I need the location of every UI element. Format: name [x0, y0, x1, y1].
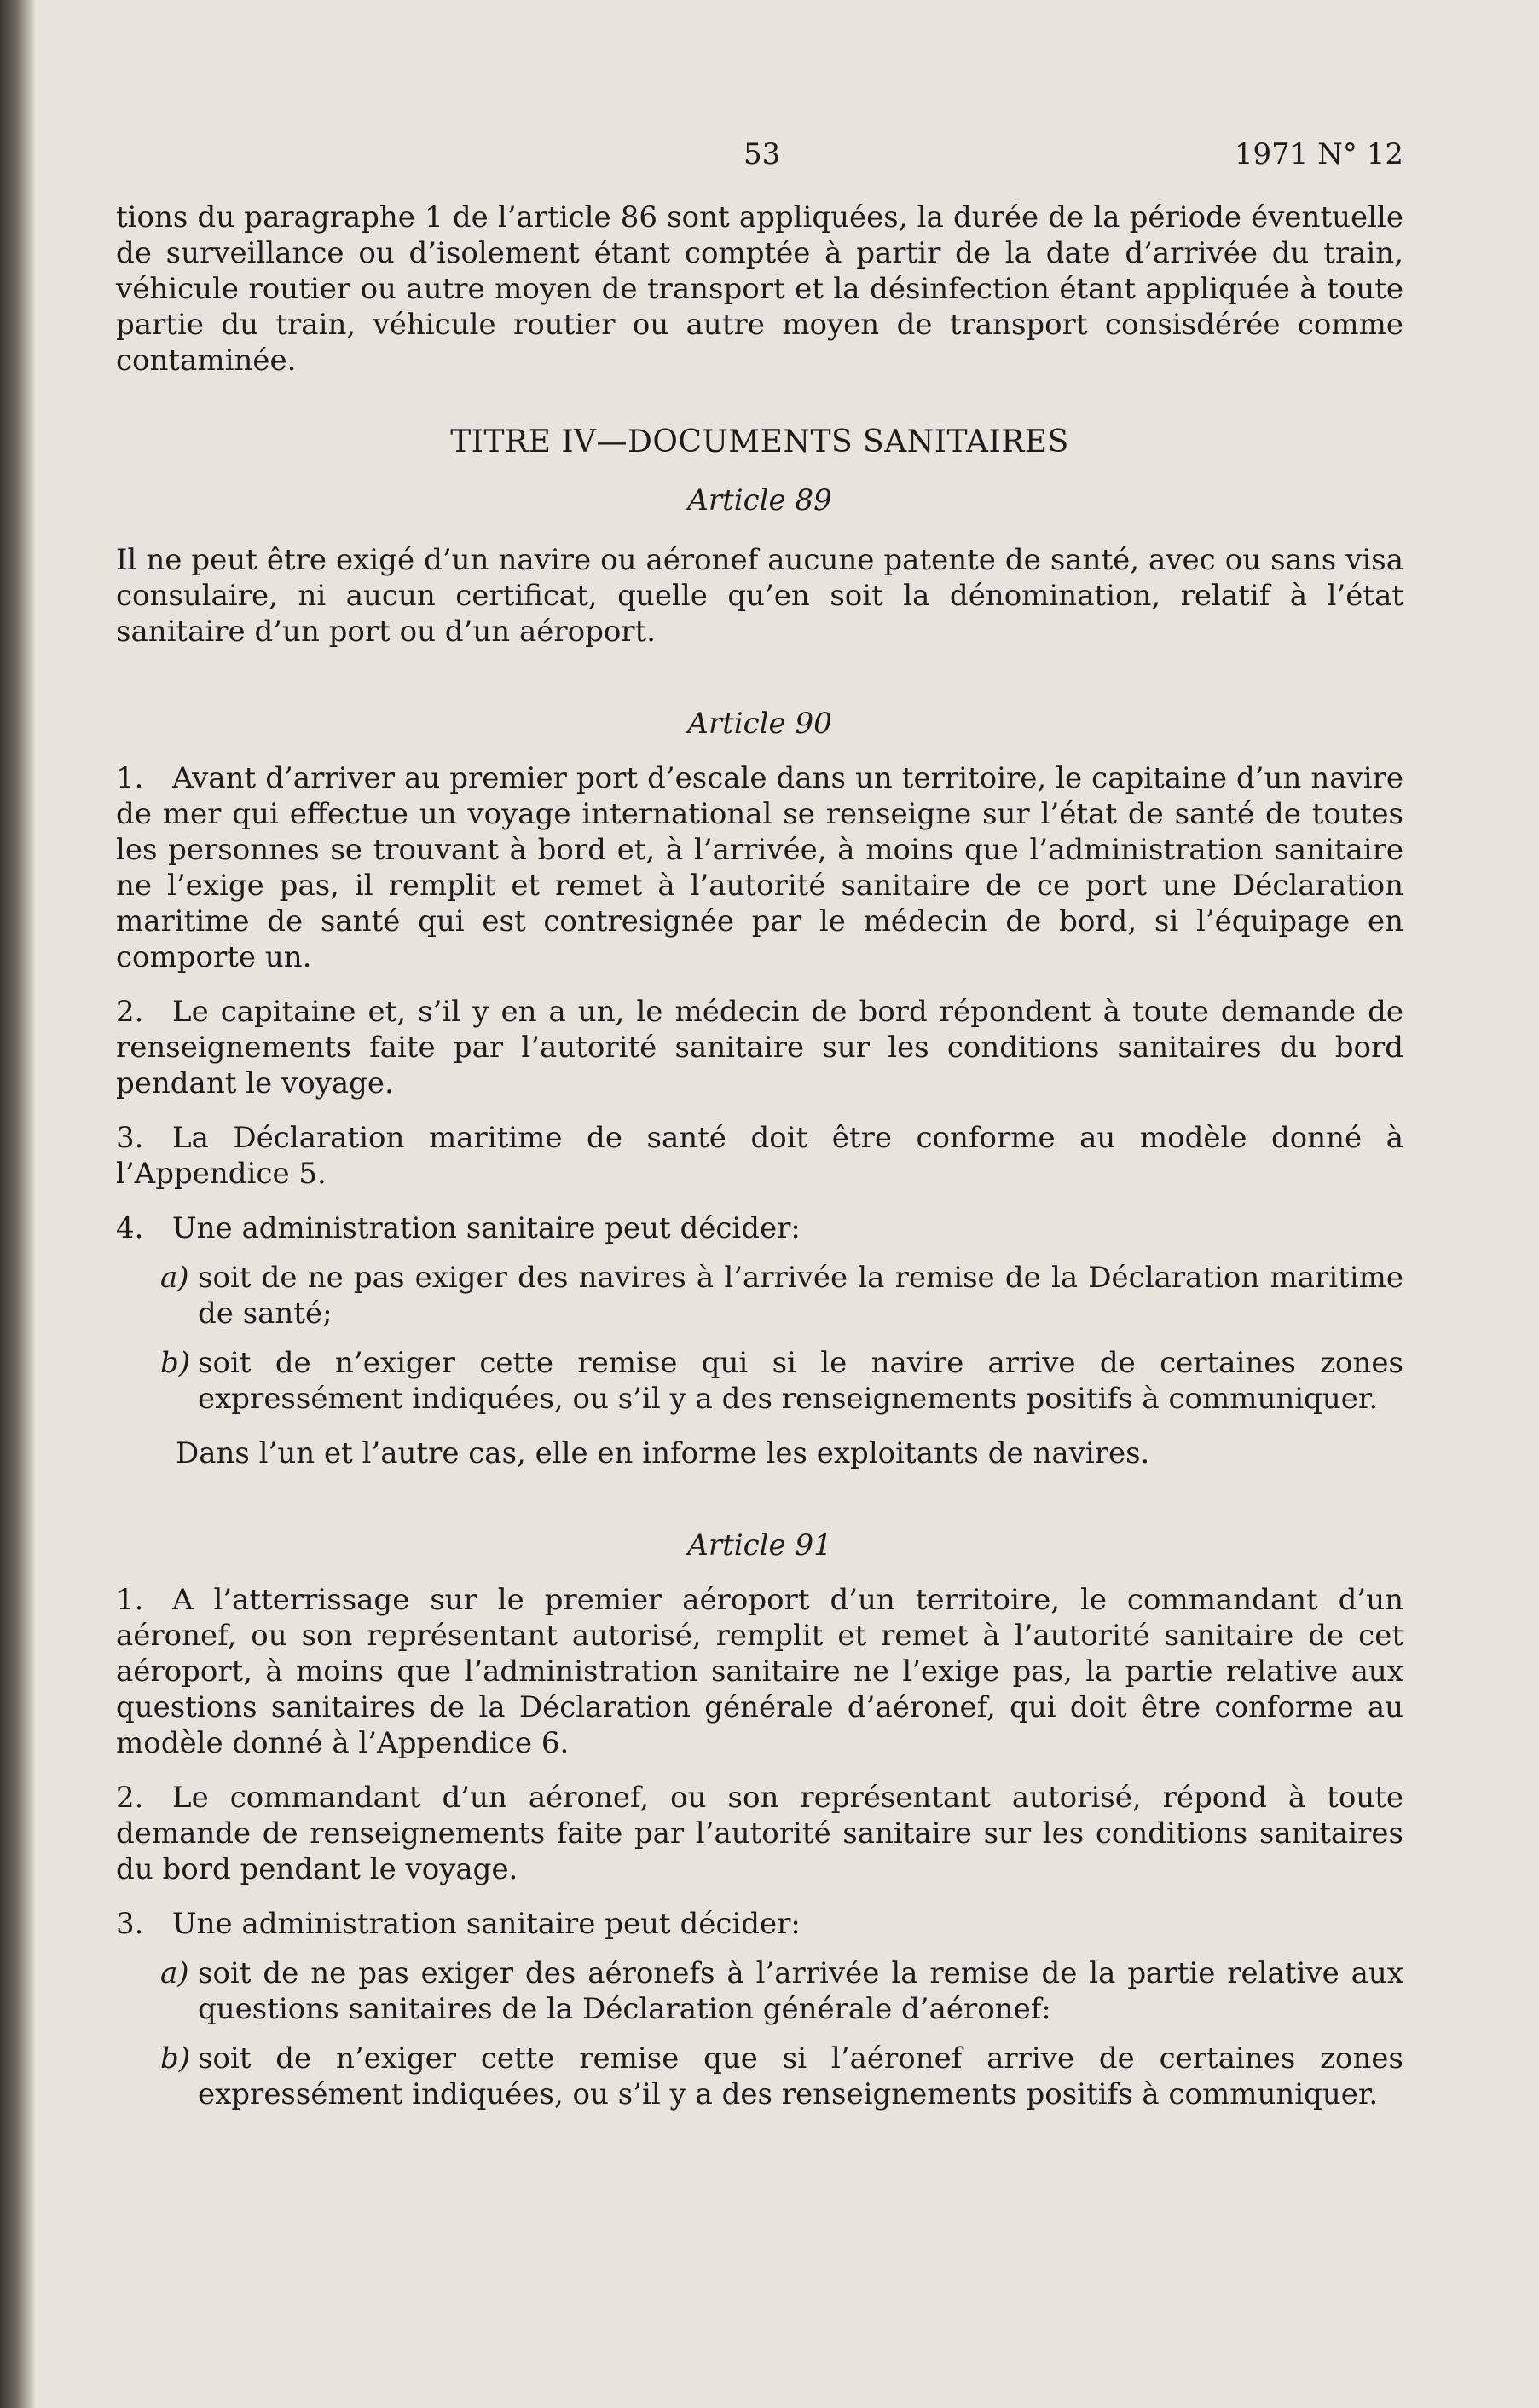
item-letter: b)	[160, 1346, 191, 1380]
article-91-paragraph-1	[116, 1582, 1403, 1761]
paragraph-number: 3.	[116, 1121, 144, 1155]
item-text: soit de ne pas exiger des aéronefs à l’arrivée la remise de la partie relative aux questions sanitaires de la Déclaration générale d’aéronef:	[198, 1956, 1403, 2026]
article-91-heading: Article 91	[687, 1528, 832, 1562]
item-letter: a)	[160, 1261, 189, 1295]
item-text: soit de n’exiger cette remise qui si le navire arrive de certaines zones expressément indiquées, ou s’il y a des renseignements positifs à communiquer.	[198, 1346, 1403, 1416]
paragraph-number: 1.	[116, 761, 144, 795]
document-page	[116, 136, 1403, 2284]
book-spine-shadow	[0, 0, 36, 2408]
paragraph-number: 3.	[116, 1907, 144, 1941]
article-89-text: Il ne peut être exigé d’un navire ou aéronef aucune patente de santé, avec ou sans visa consulaire, ni aucun certificat, quelle qu’en soit la dénomination, relatif à l’état sanitaire d’un port ou d’un aéroport.	[116, 543, 1403, 649]
item-text: soit de ne pas exiger des navires à l’arrivée la remise de la Déclaration maritime de santé;	[198, 1261, 1403, 1331]
article-91-paragraph-3	[116, 1906, 1403, 1942]
paragraph-text: Le capitaine et, s’il y en a un, le médecin de bord répondent à toute demande de renseignements faite par l’autorité sanitaire sur les conditions sanitaires du bord pendant le voyage.	[116, 995, 1403, 1100]
page-number: 53	[743, 137, 781, 171]
article-90-note: Dans l’un et l’autre cas, elle en informe les exploitants de navires.	[176, 1436, 1150, 1470]
article-90-item-b	[160, 1345, 1403, 1417]
article-91-item-a	[160, 1955, 1403, 2027]
article-90-paragraph-3	[116, 1120, 1403, 1192]
article-90-paragraph-2	[116, 994, 1403, 1101]
article-90-item-a	[160, 1260, 1403, 1331]
article-90-paragraph-1	[116, 760, 1403, 975]
intro-paragraph: tions du paragraphe 1 de l’article 86 sont appliquées, la durée de la période éventuelle de surveillance ou d’isolement étant comptée à partir de la date d’arrivée du train, véhicule routier ou autre moyen de transport et la désinfection étant appliquée à toute partie du train, véhicule routier ou autre moyen de transport consisdérée comme contaminée.	[116, 200, 1403, 378]
section-title: TITRE IV—DOCUMENTS SANITAIRES	[450, 424, 1069, 459]
issue-number: 1971 N° 12	[1234, 137, 1403, 171]
paragraph-number: 4.	[116, 1211, 144, 1245]
article-90-heading: Article 90	[687, 707, 832, 741]
paragraph-text: Une administration sanitaire peut décider:	[172, 1211, 801, 1245]
paragraph-text: Avant d’arriver au premier port d’escale dans un territoire, le capitaine d’un navire de mer qui effectue un voyage international se renseigne sur l’état de santé de toutes les personnes se trouvant à bord et, à l’arrivée, à moins que l’administration sanitaire ne l’exige pas, il remplit et remet à l’autorité sanitaire de ce port une Déclaration maritime de santé qui est contresignée par le médecin de bord, si l’équipage en comporte un.	[116, 761, 1403, 974]
paragraph-text: Le commandant d’un aéronef, ou son représentant autorisé, répond à toute demande de renseignements faite par l’autorité sanitaire sur les conditions sanitaires du bord pendant le voyage.	[116, 1781, 1403, 1886]
paragraph-text: La Déclaration maritime de santé doit être conforme au modèle donné à l’Appendice 5.	[116, 1121, 1403, 1191]
paragraph-number: 2.	[116, 995, 144, 1029]
article-89-heading: Article 89	[687, 483, 832, 517]
article-91-item-b	[160, 2041, 1403, 2112]
paragraph-number: 1.	[116, 1583, 144, 1617]
item-letter: a)	[160, 1956, 189, 1990]
article-90-paragraph-4	[116, 1210, 1403, 1246]
item-text: soit de n’exiger cette remise que si l’aéronef arrive de certaines zones expressément indiquées, ou s’il y a des renseignements positifs à communiquer.	[198, 2041, 1403, 2111]
paragraph-text: Une administration sanitaire peut décider:	[172, 1907, 801, 1941]
item-letter: b)	[160, 2041, 191, 2076]
page-header	[116, 136, 1403, 184]
article-91-paragraph-2	[116, 1780, 1403, 1887]
paragraph-text: A l’atterrissage sur le premier aéroport d’un territoire, le commandant d’un aéronef, ou son représentant autorisé, remplit et remet à l’autorité sanitaire de cet aéroport, à moins que l’administration sanitaire ne l’exige pas, la partie relative aux questions sanitaires de la Déclaration générale d’aéronef, qui doit être conforme au modèle donné à l’Appendice 6.	[116, 1583, 1403, 1760]
paragraph-number: 2.	[116, 1781, 144, 1815]
